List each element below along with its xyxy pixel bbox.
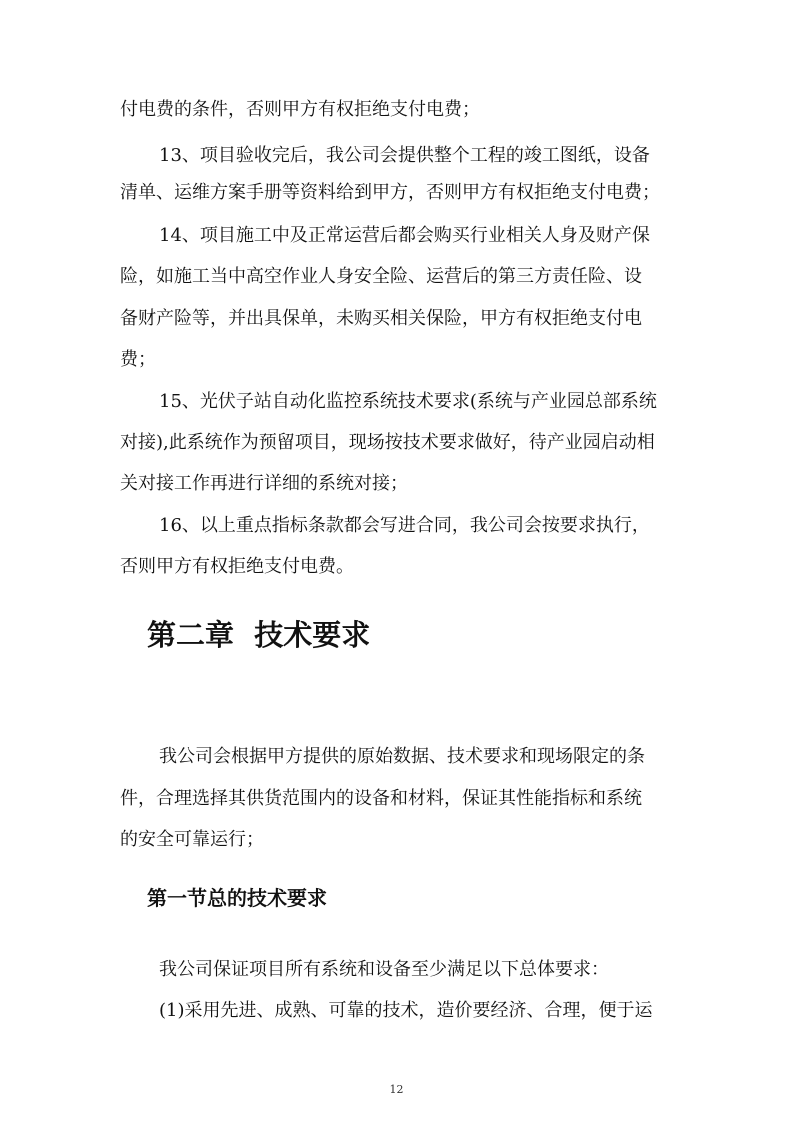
list-item-15-line: 对接),此系统作为预留项目，现场按技术要求做好，待产业园启动相 [120, 432, 655, 453]
list-item-13-line: 清单、运维方案手册等资料给到甲方，否则甲方有权拒绝支付电费； [120, 182, 660, 203]
list-item-14-line: 备财产险等，并出具保单，未购买相关保险，甲方有权拒绝支付电 [120, 308, 642, 329]
paragraph-line: 付电费的条件，否则甲方有权拒绝支付电费； [120, 99, 480, 120]
list-item-15-line: 15、光伏子站自动化监控系统技术要求(系统与产业园总部系统 [159, 391, 657, 412]
list-item-13-line: 13、项目验收完后，我公司会提供整个工程的竣工图纸，设备 [159, 145, 650, 166]
chapter-intro-line: 我公司会根据甲方提供的原始数据、技术要求和现场限定的条 [159, 746, 645, 767]
section-title: 第一节总的技术要求 [147, 886, 327, 910]
chapter-title: 第二章 技术要求 [147, 618, 371, 652]
list-item-14-line: 费； [120, 349, 156, 370]
page-number: 12 [389, 1083, 404, 1096]
section-intro-line: 我公司保证项目所有系统和设备至少满足以下总体要求： [159, 959, 609, 980]
list-item-14-line: 14、项目施工中及正常运营后都会购买行业相关人身及财产保 [159, 225, 650, 246]
list-item-16-line: 16、以上重点指标条款都会写进合同，我公司会按要求执行， [159, 515, 650, 536]
list-item-14-line: 险，如施工当中高空作业人身安全险、运营后的第三方责任险、设 [120, 266, 642, 287]
chapter-intro-line: 件，合理选择其供货范围内的设备和材料，保证其性能指标和系统 [120, 788, 642, 809]
requirement-line: (1)采用先进、成熟、可靠的技术，造价要经济、合理，便于运 [159, 1000, 653, 1021]
list-item-16-line: 否则甲方有权拒绝支付电费。 [120, 556, 354, 577]
chapter-intro-line: 的安全可靠运行； [120, 829, 264, 850]
list-item-15-line: 关对接工作再进行详细的系统对接； [120, 473, 408, 494]
